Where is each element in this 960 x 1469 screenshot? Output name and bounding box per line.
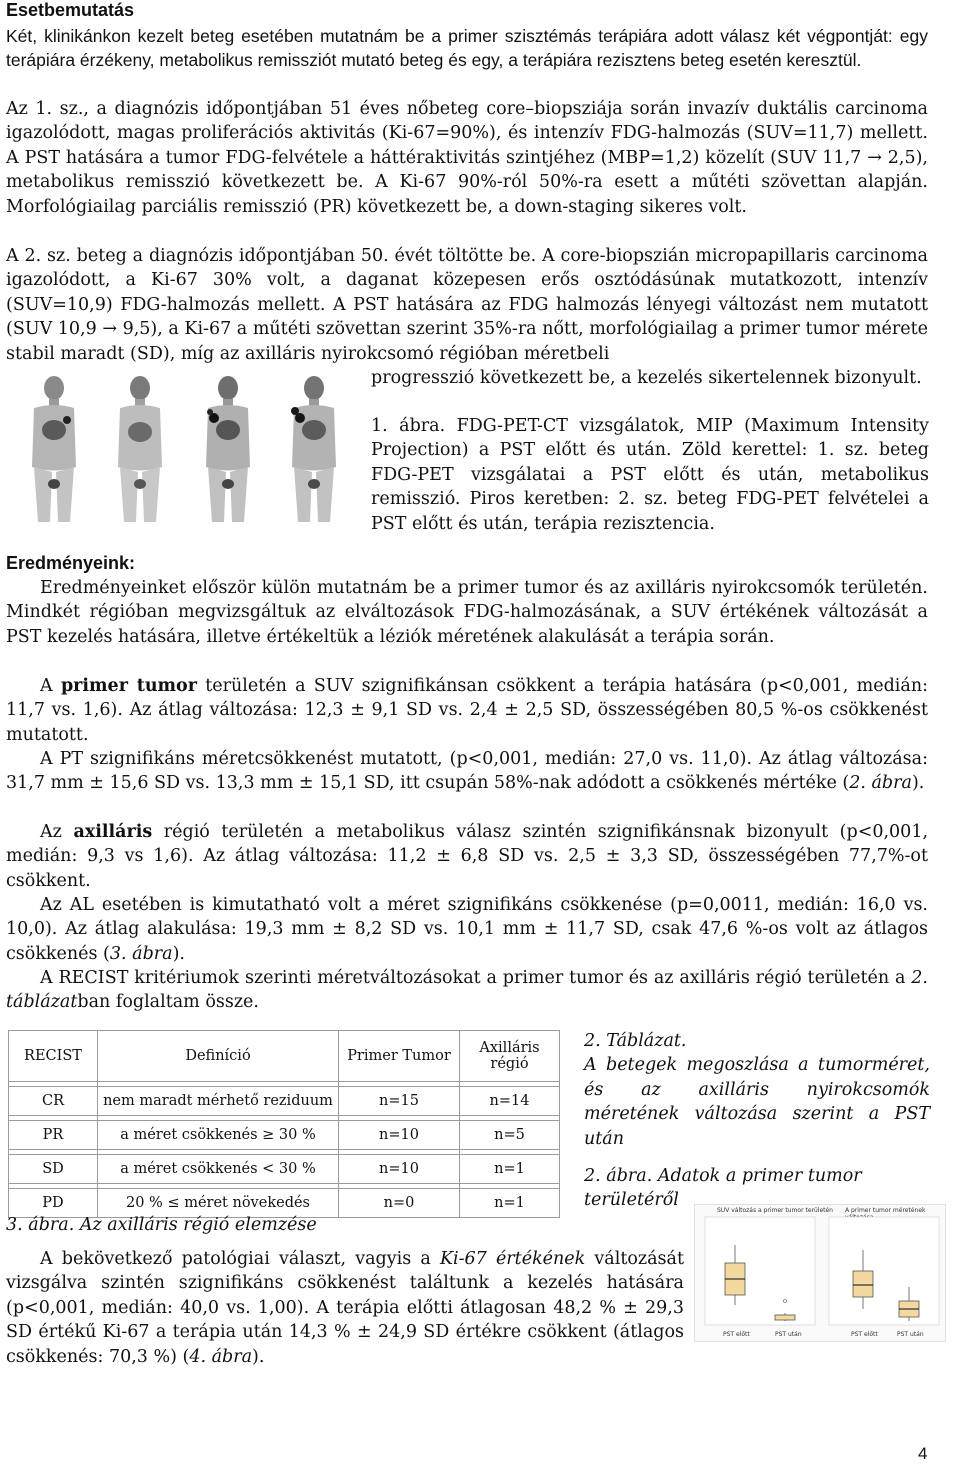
- table-cell: 20 % ≤ méret növekedés: [98, 1189, 339, 1218]
- fig2-boxplot-graphics: [695, 1205, 945, 1341]
- fig2-left-title: SUV változás a primer tumor területén: [717, 1207, 833, 1214]
- pet-scan-patient1-before: [12, 372, 96, 528]
- table-cell: CR: [9, 1087, 98, 1116]
- figure-2-caption: 2. ábra. Adatok a primer tumor területéről: [584, 1166, 862, 1211]
- k1-ki67-italic: Ki-67 értékének: [439, 1249, 586, 1269]
- table-cell: n=1: [460, 1155, 560, 1184]
- r2-bold-primer-tumor: primer tumor: [60, 676, 197, 696]
- table-cell: PR: [9, 1121, 98, 1150]
- table-cell: n=5: [460, 1121, 560, 1150]
- r6-text-a: A RECIST kritériumok szerinti méretváltozásokat a primer tumor és az axilláris régió területén a: [40, 968, 912, 988]
- figure-1-caption: 1. ábra. FDG-PET-CT vizsgálatok, MIP (Maximum Intensity Projection) a PST előtt és után. Zöld kerettel: 1. sz. beteg FDG-PET vizsgálatai a PST előtt és után, metabolikus remisszió. Piros keretben: 2. sz. beteg FDG-PET felvételei a PST előtt és után, terápia rezisztencia.: [371, 416, 929, 534]
- pet-scan-patient1-after: [98, 372, 182, 528]
- case-intro: Két, klinikánkon kezelt beteg esetében mutatnám be a primer szisztémás terápiára adott válasz két végpontját: egy terápiára érzékeny, metabolikus remissziót mutató beteg és egy, a terápiára rezisztens beteg esetén keresztül.: [6, 26, 928, 71]
- table-header-cell: Definíció: [98, 1031, 339, 1082]
- table-2-caption: [584, 1029, 930, 1151]
- results-paragraph-4: [6, 820, 928, 893]
- table-cell: n=1: [460, 1189, 560, 1218]
- fig2-right-title: A primer tumor méretének: [845, 1207, 926, 1214]
- table-cell: a méret csökkenés ≥ 30 %: [98, 1121, 339, 1150]
- r3-text-a: A PT szignifikáns méretcsökkenést mutatott, (p<0,001, medián: 27,0 vs. 11,0). Az átlag változása: 31,7 mm ± 15,6 SD vs. 13,3 mm ± 15,1 SD, itt csupán 58%-nak adódott a csökkenés mértéke (: [6, 749, 928, 794]
- pet-scan-patient2-after: [272, 372, 356, 528]
- recist-table: [8, 1030, 560, 1218]
- case-heading: Esetbemutatás: [6, 0, 135, 20]
- table-row: [9, 1155, 560, 1184]
- r5-text-a: Az AL esetében is kimutatható volt a méret szignifikáns csökkenése (p=0,0011, medián: 16,0 vs. 10,0). Az átlag alakulása: 19,3 mm ± 8,2 SD vs. 10,1 mm ± 11,7 SD, csak 47,6 %-os volt az átlagos csökkenés (: [6, 895, 928, 964]
- k1-text-a: A bekövetkező patológiai választ, vagyis a: [40, 1249, 440, 1269]
- figure-2-boxplots: [694, 1204, 946, 1342]
- table-header-cell: RECIST: [9, 1031, 98, 1082]
- pet-scan-patient2-before: [186, 372, 270, 528]
- table-header-cell: Primer Tumor: [339, 1031, 460, 1082]
- figure-3-caption: 3. ábra. Az axilláris régió elemzése: [6, 1215, 317, 1235]
- r5-text-b: ).: [172, 943, 185, 964]
- results-paragraph-3: [6, 747, 928, 796]
- table-row: [9, 1121, 560, 1150]
- case2-paragraph: A 2. sz. beteg a diagnózis időpontjában 50. évét töltötte be. A core-biopszián micropapillaris carcinoma igazolódott, a Ki-67 30% volt, a daganat közepesen erős osztódásúnak mutatkozott, intenzív (SUV=10,9) FDG-halmozás mellett. A PST hatására az FDG halmozás lényegi változást nem mutatott (SUV 10,9 → 9,5), a Ki-67 a műtéti szövettan szerint 35%-ra nőtt, morfológiailag a primer tumor mérete stabil maradt (SD), míg az axilláris nyirokcsomó régióban méretbeli: [6, 246, 928, 364]
- table-cell: n=14: [460, 1087, 560, 1116]
- table-header-cell: Axilláris régió: [460, 1031, 560, 1082]
- fig2-right-xlabel-before: PST előtt: [851, 1331, 878, 1338]
- r2-text-b: területén a SUV szignifikánsan csökkent a terápia hatására (p<0,001, medián: 11,7 vs. 1,6). Az átlag változása: 12,3 ± 9,1 SD vs. 2,4 ± 2,5 SD, összességében 80,5 %-os csökkenést mutatott.: [6, 676, 928, 745]
- table-cell: nem maradt mérhető reziduum: [98, 1087, 339, 1116]
- r2-text-a: A: [40, 676, 61, 696]
- figure-1-pet-images: [6, 372, 358, 530]
- r6-text-b: ban foglaltam össze.: [77, 992, 259, 1013]
- table-header-row: [9, 1031, 560, 1082]
- table-2-caption-title: 2. Táblázat.: [584, 1031, 687, 1051]
- table-row: [9, 1087, 560, 1116]
- r4-text-b: régió területén a metabolikus válasz szintén szignifikánsnak bizonyult (p<0,001, medián: 9,3 vs 1,6). Az átlag változása: 11,2 ± 6,8 SD vs. 2,5 ± 3,3 SD, összességében 77,7%-ot csökkent.: [6, 822, 929, 891]
- r4-bold-axillaris: axilláris: [73, 822, 153, 842]
- case2-continuation: progresszió következett be, a kezelés sikertelennek bizonyult.: [371, 368, 922, 388]
- results-paragraph-5: [6, 893, 928, 966]
- k1-figure-ref: 4. ábra: [189, 1346, 253, 1367]
- table-cell: a méret csökkenés < 30 %: [98, 1155, 339, 1184]
- table-cell: n=10: [339, 1121, 460, 1150]
- k1-text-b: változását vizsgálva szintén szignifikáns csökkenést találtunk a kezelés hatására (p<0,001, medián: 40,0 vs. 1,00). A terápia előtti átlagosan 48,2 % ± 29,3 SD értékű Ki-67 a terápia után 14,3 % ± 24,9 SD értékre csökkent (átlagos csökkenés: 70,3 %) (: [6, 1249, 684, 1367]
- results-heading: Eredményeink:: [6, 553, 136, 573]
- r6-table-ref: 2. táblázat: [6, 968, 928, 1013]
- table-2-caption-text: A betegek megoszlása a tumorméret, és az axilláris nyirokcsomók méretének változása szerint a PST után: [584, 1055, 930, 1149]
- ki67-paragraph: [6, 1247, 684, 1369]
- table-cell: PD: [9, 1189, 98, 1218]
- results-paragraph-1: Eredményeinket először külön mutatnám be a primer tumor és az axilláris nyirokcsomók területén. Mindkét régióban megvizsgáltuk az elváltozások FDG-halmozásának, a SUV értékének változását a PST kezelés hatására, illetve értékeltük a léziók méretének alakulását a terápia során.: [6, 578, 928, 647]
- table-cell: n=0: [339, 1189, 460, 1218]
- results-paragraph-6: [6, 966, 928, 1015]
- r5-figure-ref: 3. ábra: [109, 943, 173, 964]
- r4-text-a: Az: [40, 822, 74, 842]
- fig2-left-xlabel-before: PST előtt: [723, 1331, 750, 1338]
- fig2-left-xlabel-after: PST után: [775, 1331, 802, 1338]
- page-number: 4: [918, 1444, 928, 1463]
- k1-text-c: ).: [252, 1346, 265, 1367]
- fig2-right-xlabel-after: PST után: [897, 1331, 924, 1338]
- r3-figure-ref: 2. ábra: [849, 773, 912, 794]
- table-cell: n=15: [339, 1087, 460, 1116]
- results-paragraph-2: [6, 674, 928, 747]
- r3-text-b: ).: [911, 773, 925, 794]
- table-cell: SD: [9, 1155, 98, 1184]
- table-cell: n=10: [339, 1155, 460, 1184]
- case1-paragraph: Az 1. sz., a diagnózis időpontjában 51 éves nőbeteg core–biopsziája során invazív duktális carcinoma igazolódott, magas proliferációs aktivitás (Ki-67=90%), és intenzív FDG-halmozás (SUV=11,7) mellett. A PST hatására a tumor FDG-felvétele a háttéraktivitás szintjéhez (MBP=1,2) közelít (SUV 11,7 → 2,5), metabolikus remisszió következett be. A Ki-67 90%-ról 50%-ra esett a műtéti szövettan alapján. Morfológiailag parciális remisszió (PR) következett be, a down-staging sikeres volt.: [6, 99, 928, 217]
